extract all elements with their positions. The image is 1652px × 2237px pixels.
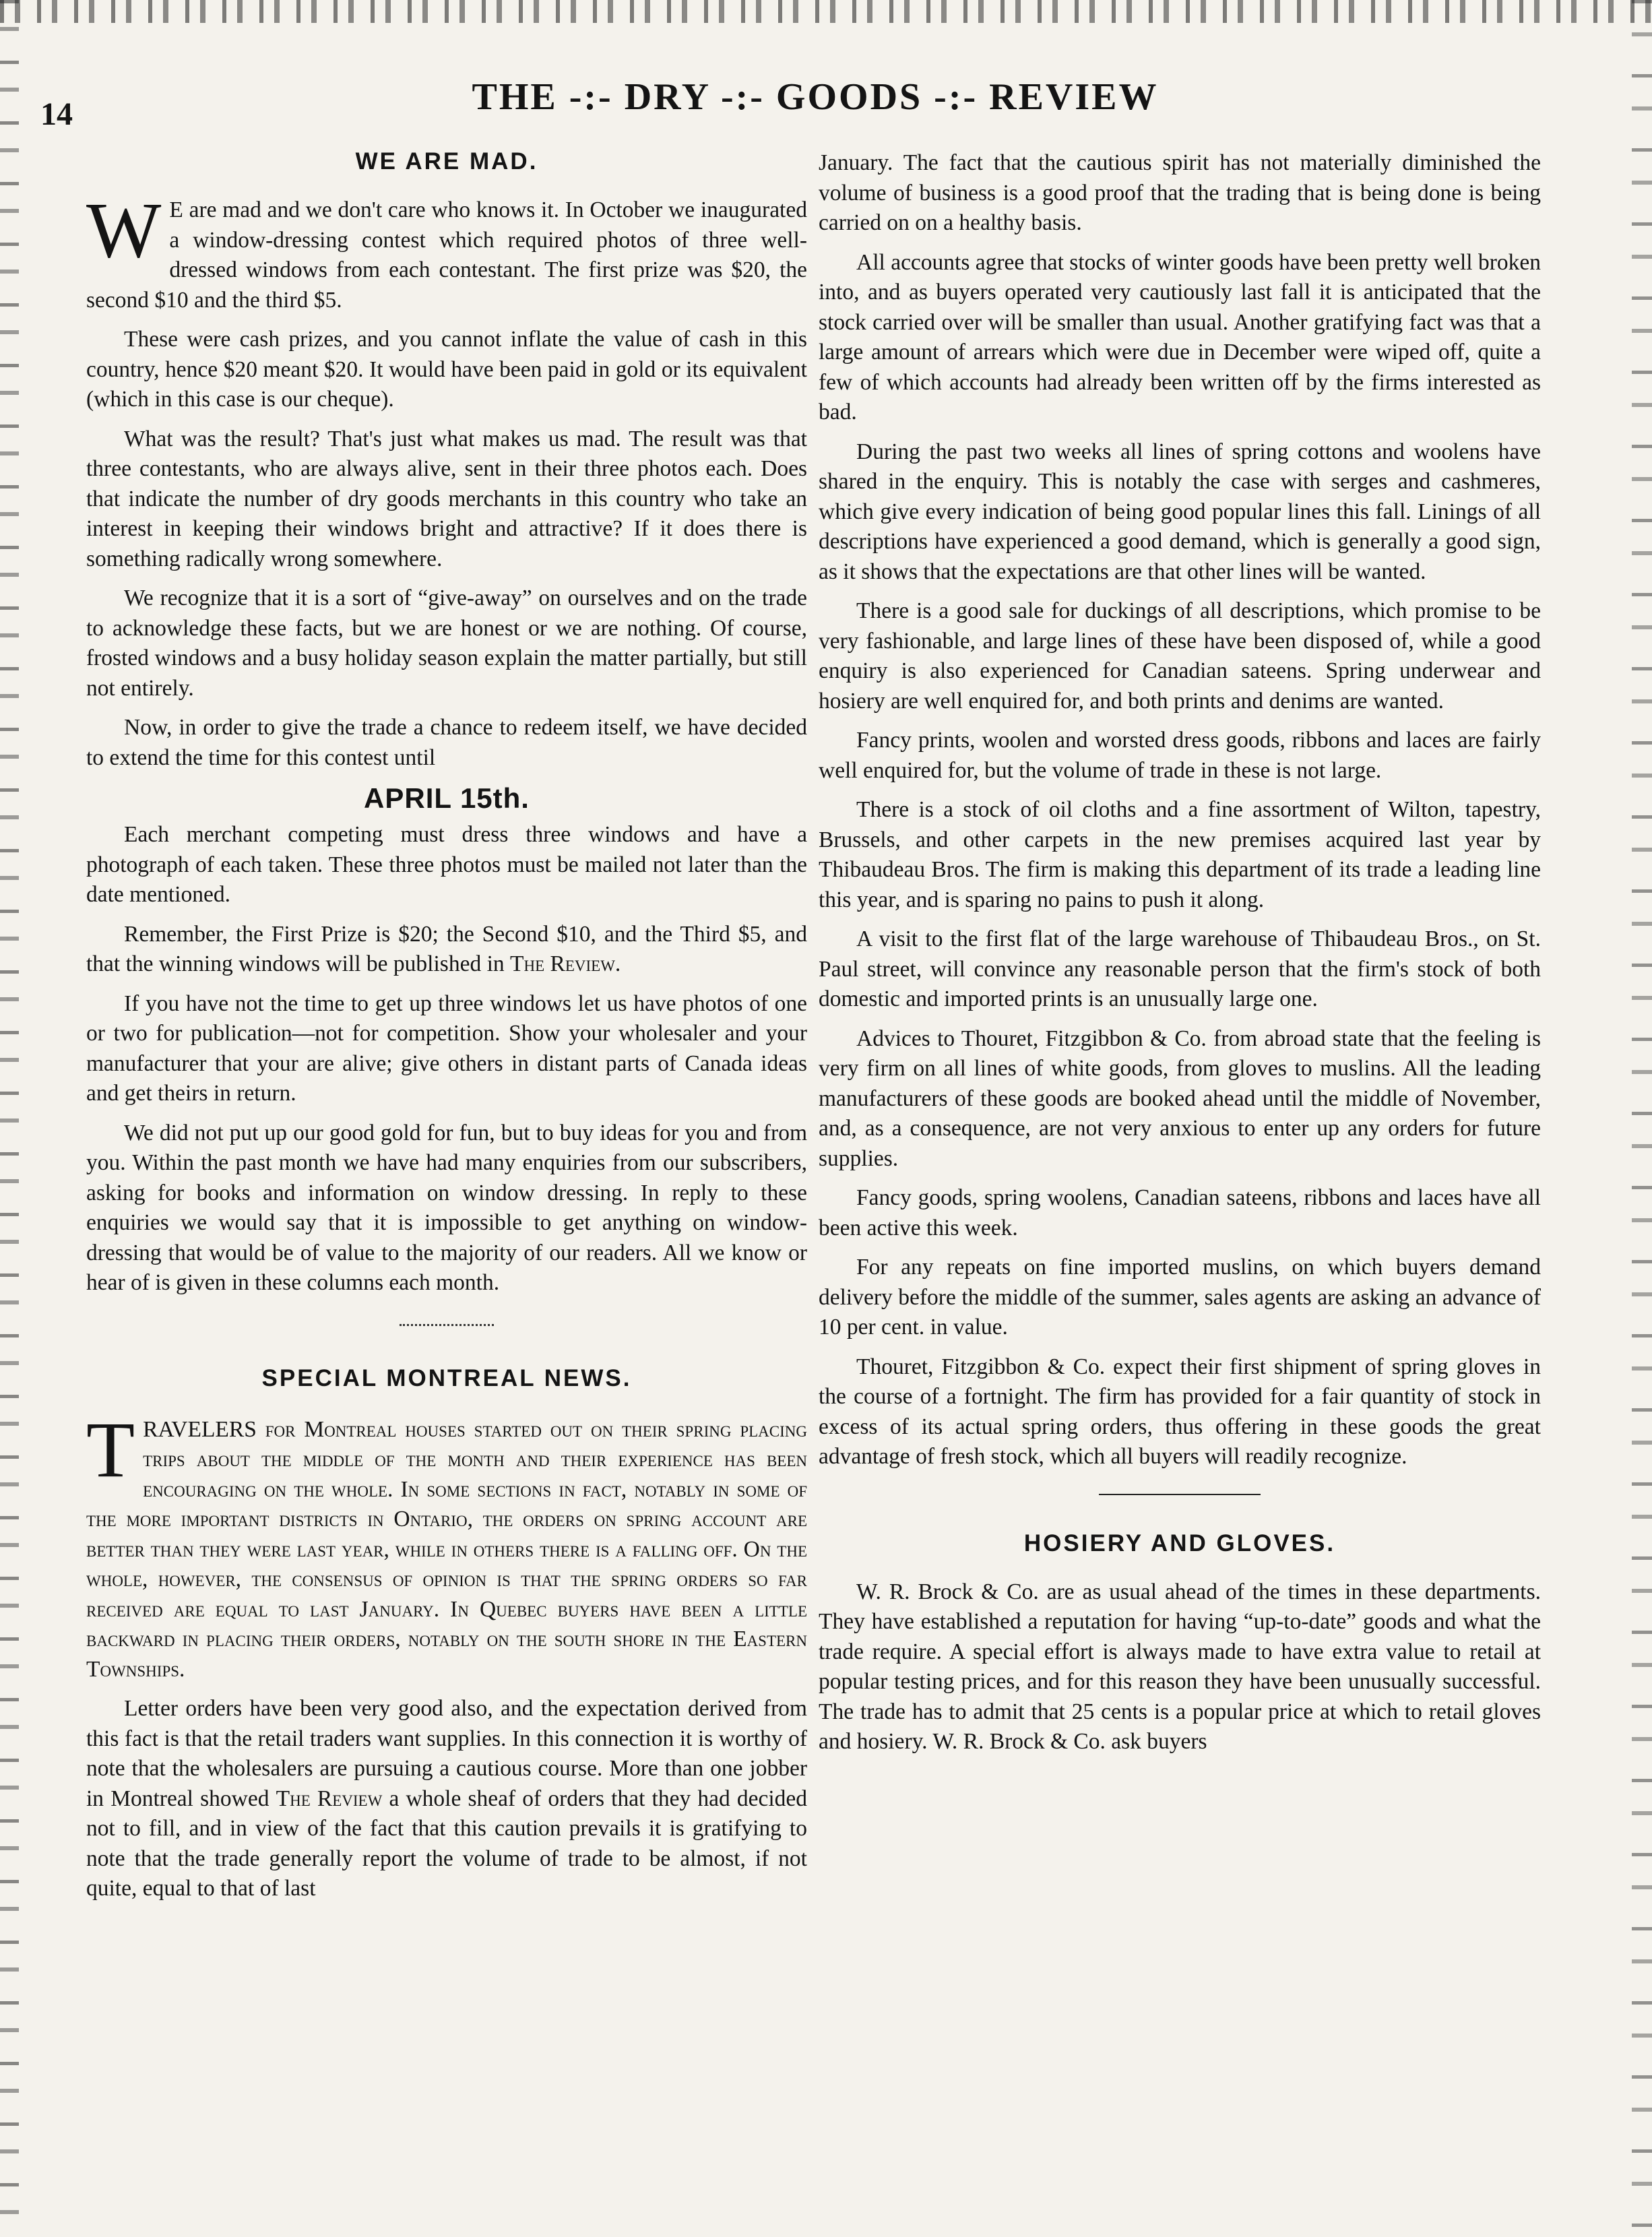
paragraph: A visit to the first flat of the large warehouse of Thibaudeau Bros., on St. Paul street, will convince any reasonable person that the firm's stock of both domestic and imported prints is an unusually large one. xyxy=(819,926,1541,1011)
paragraph: We recognize that it is a sort of “give-away” on ourselves and on the trade to acknowledge these facts, but we are honest or we are nothing. Of course, frosted windows and a busy holiday season explain the matter partially, but still not entirely. xyxy=(86,586,807,701)
page-number: 14 xyxy=(40,96,73,132)
paragraph xyxy=(86,1405,807,1685)
paragraph-text: Letter orders have been very good also, and the expectation derived from this fact is that the retail traders want supplies. In this connection it is worthy of note that the wholesalers are pursuing a cautious course. More than one jobber in Montreal showed xyxy=(86,1696,807,1811)
paragraph: Advices to Thouret, Fitzgibbon & Co. from abroad state that the feeling is very firm on all lines of white goods, from gloves to muslins. All the leading manufacturers of these goods are booked ahead until the middle of November, and, as a consequence, are not very anxious to enter up any orders for future supplies. xyxy=(819,1026,1541,1171)
paragraph-text: E are mad and we don't care who knows it. In October we inaugurated a window-dressing contest which required photos of three well-dressed windows from each contestant. The first prize was $20, the second $10 and the third $5. xyxy=(86,197,807,313)
paragraph: Fancy goods, spring woolens, Canadian sateens, ribbons and laces have all been active this week. xyxy=(819,1185,1541,1240)
paragraph: If you have not the time to get up three windows let us have photos of one or two for publication—not for competition. Show your wholesaler and your manufacturer that your are alive; give others in distant parts of Canada ideas and get theirs in return. xyxy=(86,990,807,1106)
left-column xyxy=(86,148,807,1914)
paragraph: All accounts agree that stocks of winter goods have been pretty well broken into, and as buyers operated very cautiously last fall it is anticipated that the stock carried over will be smaller than usual. Another gratifying fact was that a large amount of arrears which were due in December were wiped off, quite a few of which accounts had already been written off by the firms interested as bad. xyxy=(819,249,1541,424)
paragraph: There is a good sale for duckings of all descriptions, which promise to be very fashionable, and large lines of these have been disposed of, while a good enquiry is also experienced for Canadian sateens. Spring underwear and hosiery are well enquired for, and both prints and denims are wanted. xyxy=(819,598,1541,714)
paragraph xyxy=(86,186,807,315)
scan-edge-top xyxy=(0,0,1652,23)
paragraph: During the past two weeks all lines of spring cottons and woolens have shared in the enquiry. This is notably the case with serges and cashmeres, which give every indication of being good popular lines this fall. Linings of all descriptions have experienced a good demand, which is generally a good sign, as it shows that the expectations are that other lines will be wanted. xyxy=(819,439,1541,584)
paragraph-text: a whole sheaf of orders that they had decided not to fill, and in view of the fact that this caution prevails it is gratifying to note that the trade generally report the volume of trade to be almost, if not quite, equal to that of last xyxy=(86,1786,808,1901)
paragraph: Each merchant competing must dress three windows and have a photograph of each taken. These three photos must be mailed not later than the date mentioned. xyxy=(86,822,807,907)
scan-edge-right xyxy=(1632,0,1652,2237)
drop-cap: W xyxy=(86,186,162,274)
page-header xyxy=(40,75,1590,132)
paragraph: We did not put up our good gold for fun, but to buy ideas for you and from you. Within the past month we have had many enquiries from our subscribers, asking for books and information on window dressing. In reply to these enquiries we would say that it is impossible to get anything on window-dressing that would be of value to the majority of our readers. All we know or hear of is given in these columns each month. xyxy=(86,1120,807,1295)
section-divider xyxy=(1099,1494,1261,1495)
paragraph: For any repeats on fine imported muslins, on which buyers demand delivery before the middle of the summer, sales agents are asking an advance of 10 per cent. in value. xyxy=(819,1255,1541,1340)
right-column xyxy=(819,148,1541,1767)
paragraph: January. The fact that the cautious spirit has not materially diminished the volume of business is a good proof that the trading that is being done is being carried on on a healthy basis. xyxy=(819,150,1541,235)
paragraph: Now, in order to give the trade a chance to redeem itself, we have decided to extend the time for this contest until xyxy=(86,715,807,770)
paragraph xyxy=(86,1694,807,1904)
paragraph-text: RAVELERS for Montreal houses started out on their spring placing trips about the middle of the month and their experience has been encouraging on the whole. In some sections in fact, notably in some of the more important districts in Ontario, the orders on spring account are better than they were last year, while in others there is a falling off. On the whole, however, the consensus of opinion is that the spring orders so far received are equal to last January. In Quebec buyers have been a little backward in placing their orders, notably on the south shore in the Eastern Townships. xyxy=(86,1416,807,1682)
article-title-special-montreal-news: SPECIAL MONTREAL NEWS. xyxy=(261,1364,632,1391)
paragraph: W. R. Brock & Co. are as usual ahead of the times in these departments. They have established a reputation for having “up-to-date” goods and what the trade require. A special effort is always made to have extra value to retail at popular testing prices, and for this reason they have been unusually successful. The trade has to admit that 25 cents is a popular price at which to retail gloves and hosiery. W. R. Brock & Co. ask buyers xyxy=(819,1579,1541,1754)
paragraph: Thouret, Fitzgibbon & Co. expect their first shipment of spring gloves in the course of a fortnight. The firm has provided for a fair quantity of stock in excess of its actual spring orders, thus offering in these goods the great advantage of fresh stock, which all buyers will readily recognize. xyxy=(819,1354,1541,1469)
masthead-title: THE -:- DRY -:- GOODS -:- REVIEW xyxy=(472,76,1159,118)
paragraph-text: Remember, the First Prize is $20; the Second $10, and the Third $5, and that the winning windows will be published in xyxy=(86,921,807,976)
publication-name: The Review xyxy=(276,1786,383,1811)
deadline-subheading: APRIL 15th. xyxy=(364,782,530,814)
paragraph xyxy=(86,920,807,980)
paragraph: There is a stock of oil cloths and a fine assortment of Wilton, tapestry, Brussels, and other carpets in the new premises acquired last year by Thibaudeau Bros. The firm is making this department of its trade a leading line this year, and is sparing no pains to push it along. xyxy=(819,797,1541,912)
section-divider xyxy=(400,1324,494,1326)
drop-cap: T xyxy=(86,1405,135,1494)
publication-name: The Review. xyxy=(510,951,621,976)
paragraph: These were cash prizes, and you cannot inflate the value of cash in this country, hence $20 meant $20. It would have been paid in gold or its equivalent (which in this case is our cheque). xyxy=(86,327,807,412)
article-title-hosiery-and-gloves: HOSIERY AND GLOVES. xyxy=(1023,1530,1336,1556)
paragraph: Fancy prints, woolen and worsted dress goods, ribbons and laces are fairly well enquired for, but the volume of trade in these is not large. xyxy=(819,728,1541,783)
paragraph: What was the result? That's just what makes us mad. The result was that three contestants, who are always alive, sent in their three photos each. Does that indicate the number of dry goods merchants in this country who take an interest in keeping their windows bright and attractive? If it does there is something radically wrong somewhere. xyxy=(86,426,807,571)
article-title-we-are-mad: WE ARE MAD. xyxy=(355,148,538,175)
scan-edge-left xyxy=(0,0,19,2237)
